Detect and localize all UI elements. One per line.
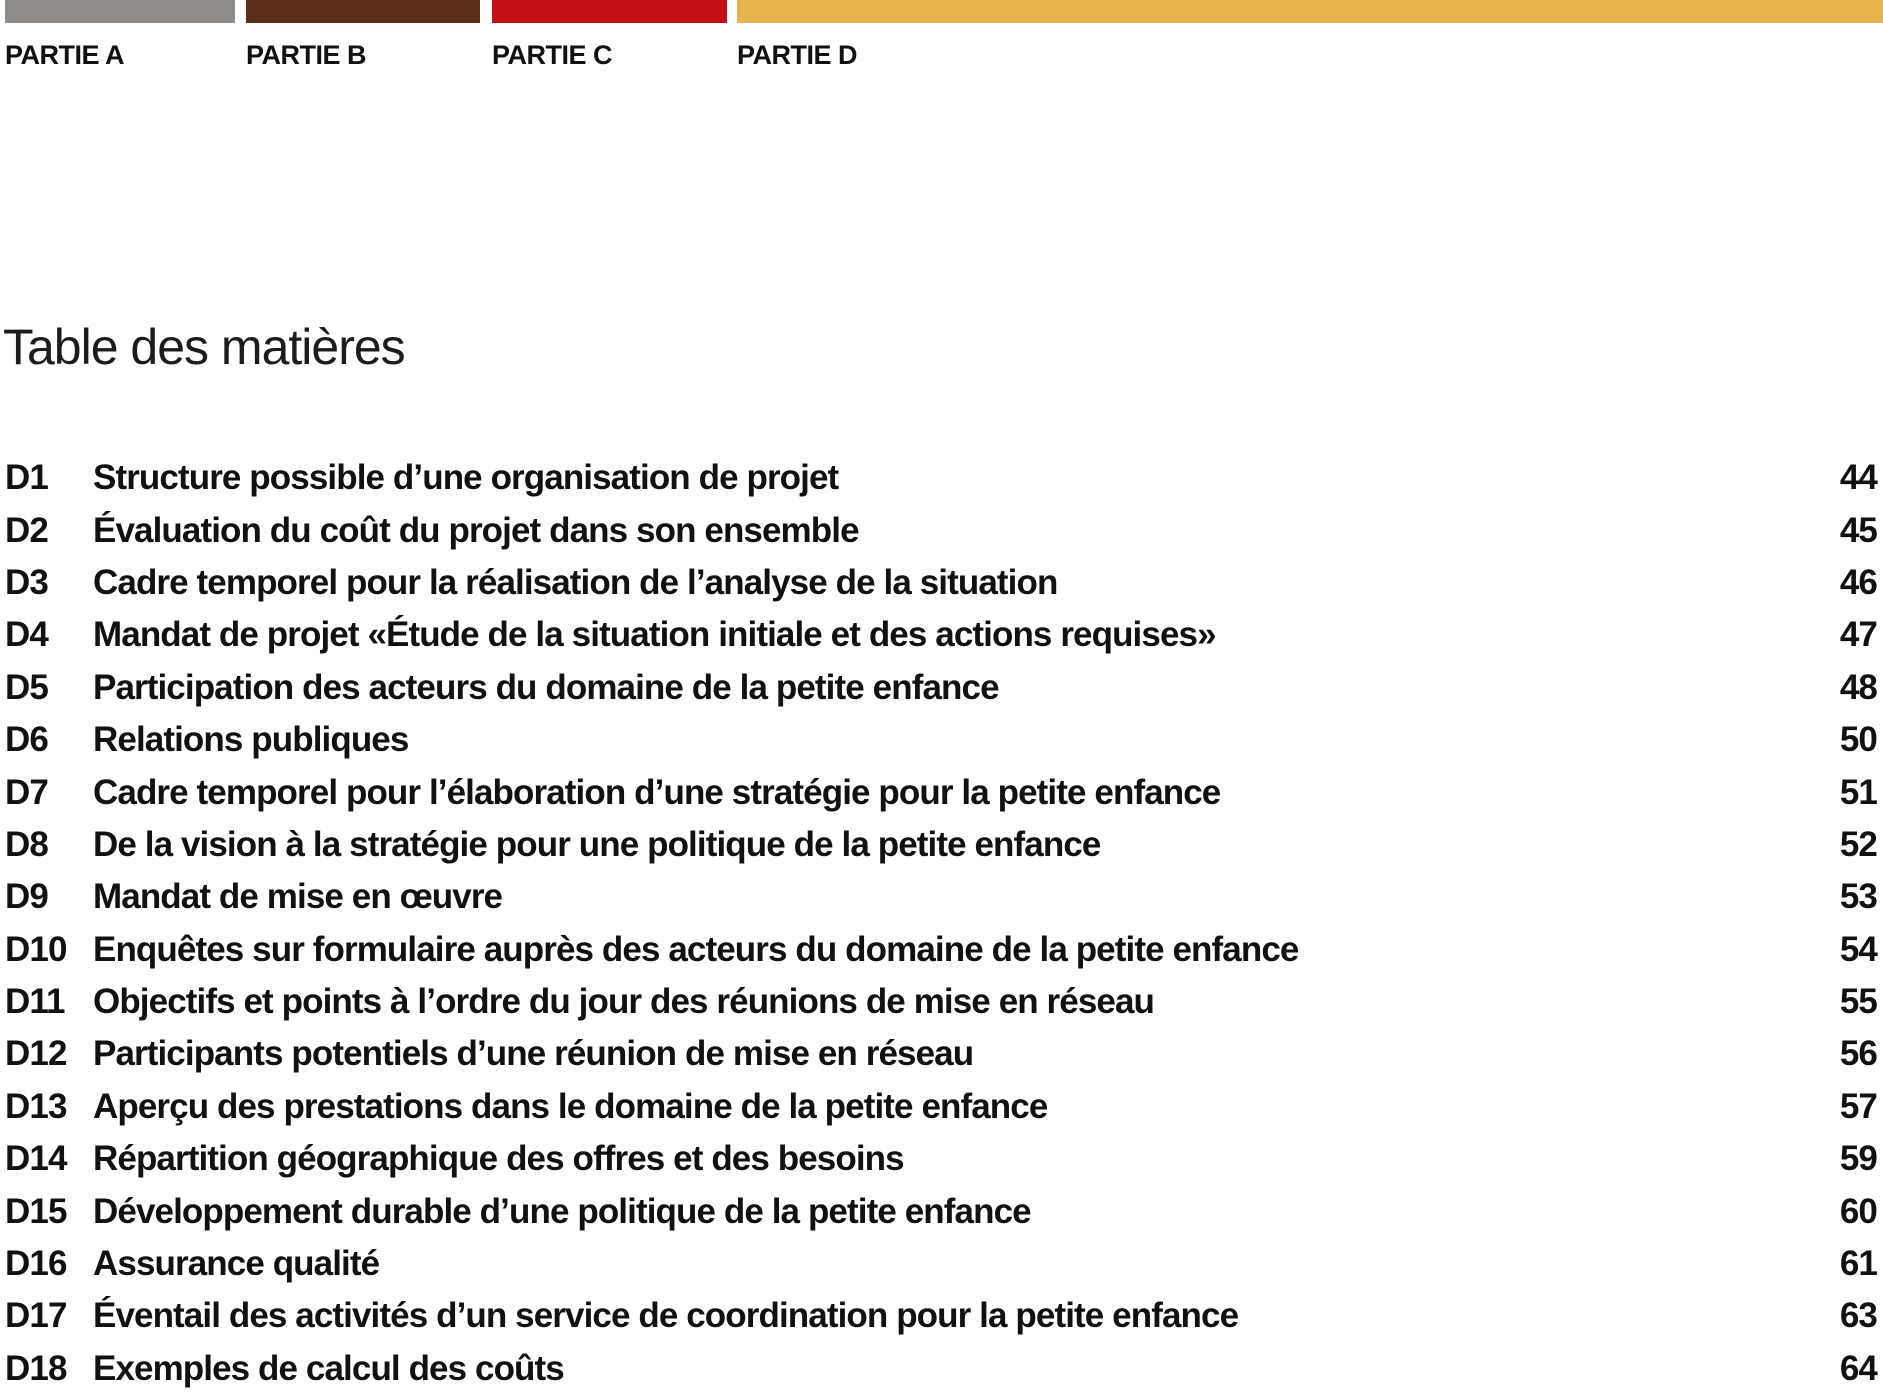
part-label: PARTIE C — [492, 40, 613, 70]
toc-entry-number: D6 — [5, 720, 48, 760]
part-label: PARTIE D — [737, 40, 858, 70]
toc-entry-number: D8 — [5, 824, 48, 864]
part-section — [5, 0, 235, 71]
toc-entry-number: D12 — [5, 1034, 67, 1074]
toc-entry[interactable] — [5, 819, 1877, 871]
toc-entry-page: 52 — [1839, 824, 1877, 864]
toc-entry-title: Répartition géographique des offres et des besoins — [93, 1139, 904, 1179]
toc-entry-number: D7 — [5, 772, 48, 812]
toc-entry[interactable] — [5, 1028, 1877, 1080]
toc-entry-page: 54 — [1839, 929, 1877, 969]
toc-entry-page: 44 — [1839, 458, 1877, 498]
part-section — [492, 0, 727, 71]
toc-entry[interactable] — [5, 504, 1877, 556]
toc-entry-title: Participants potentiels d’une réunion de mise en réseau — [93, 1034, 974, 1074]
toc-entry-page: 61 — [1839, 1244, 1877, 1284]
table-of-contents — [5, 452, 1877, 1395]
toc-entry-title: Exemples de calcul des coûts — [93, 1348, 564, 1388]
toc-entry[interactable] — [5, 662, 1877, 714]
part-label: PARTIE B — [246, 40, 367, 70]
toc-entry-number: D18 — [5, 1348, 67, 1388]
toc-entry-page: 51 — [1839, 772, 1877, 812]
toc-entry-title: Évaluation du coût du projet dans son ensemble — [93, 510, 859, 550]
toc-entry-page: 46 — [1839, 562, 1877, 602]
toc-entry-number: D10 — [5, 929, 67, 969]
toc-entry-number: D15 — [5, 1191, 67, 1231]
part-color-bar — [246, 0, 480, 23]
part-color-bar — [492, 0, 727, 23]
toc-entry-page: 63 — [1839, 1296, 1877, 1336]
page-title: Table des matières — [3, 319, 405, 375]
part-color-bar — [737, 0, 1883, 23]
toc-entry-number: D17 — [5, 1296, 67, 1336]
toc-entry-title: Mandat de projet «Étude de la situation initiale et des actions requises» — [93, 615, 1216, 655]
toc-entry-page: 57 — [1839, 1086, 1877, 1126]
toc-entry[interactable] — [5, 1185, 1877, 1237]
toc-entry[interactable] — [5, 452, 1877, 504]
toc-entry-number: D11 — [5, 982, 65, 1022]
toc-entry-title: Cadre temporel pour la réalisation de l’analyse de la situation — [93, 562, 1058, 602]
part-section — [737, 0, 1883, 71]
toc-entry[interactable] — [5, 714, 1877, 766]
toc-entry[interactable] — [5, 766, 1877, 818]
toc-entry-page: 47 — [1839, 615, 1877, 655]
toc-entry-number: D4 — [5, 615, 48, 655]
part-tabs-header — [0, 0, 1883, 80]
toc-entry-title: Aperçu des prestations dans le domaine de la petite enfance — [93, 1086, 1048, 1126]
toc-entry[interactable] — [5, 1081, 1877, 1133]
part-label: PARTIE A — [5, 40, 125, 70]
part-color-bar — [5, 0, 235, 23]
toc-entry-title: Développement durable d’une politique de la petite enfance — [93, 1191, 1031, 1231]
toc-entry-title: Cadre temporel pour l’élaboration d’une stratégie pour la petite enfance — [93, 772, 1221, 812]
toc-entry[interactable] — [5, 1133, 1877, 1185]
toc-entry-number: D2 — [5, 510, 48, 550]
toc-entry-title: De la vision à la stratégie pour une politique de la petite enfance — [93, 824, 1101, 864]
toc-entry[interactable] — [5, 924, 1877, 976]
toc-entry-number: D13 — [5, 1086, 67, 1126]
toc-entry-number: D1 — [5, 458, 48, 498]
toc-entry-title: Assurance qualité — [93, 1244, 380, 1284]
toc-entry[interactable] — [5, 557, 1877, 609]
toc-entry-page: 45 — [1839, 510, 1877, 550]
toc-entry-page: 64 — [1839, 1348, 1877, 1388]
part-section — [246, 0, 480, 71]
toc-entry[interactable] — [5, 1343, 1877, 1395]
toc-entry-page: 50 — [1839, 720, 1877, 760]
toc-entry[interactable] — [5, 871, 1877, 923]
toc-entry[interactable] — [5, 1238, 1877, 1290]
toc-entry-number: D5 — [5, 667, 48, 707]
toc-entry-number: D9 — [5, 877, 48, 917]
toc-entry-number: D16 — [5, 1244, 67, 1284]
toc-entry-page: 48 — [1839, 667, 1877, 707]
toc-entry-number: D14 — [5, 1139, 67, 1179]
toc-entry-page: 56 — [1839, 1034, 1877, 1074]
toc-entry[interactable] — [5, 1290, 1877, 1342]
toc-entry-title: Mandat de mise en œuvre — [93, 877, 503, 917]
toc-entry-title: Participation des acteurs du domaine de la petite enfance — [93, 667, 999, 707]
toc-entry-title: Éventail des activités d’un service de coordination pour la petite enfance — [93, 1296, 1239, 1336]
toc-entry-number: D3 — [5, 562, 48, 602]
toc-entry-page: 59 — [1839, 1139, 1877, 1179]
toc-entry-title: Objectifs et points à l’ordre du jour des réunions de mise en réseau — [93, 982, 1155, 1022]
toc-entry[interactable] — [5, 976, 1877, 1028]
toc-entry-title: Relations publiques — [93, 720, 409, 760]
toc-entry-title: Structure possible d’une organisation de projet — [93, 458, 839, 498]
toc-entry-page: 53 — [1839, 877, 1877, 917]
toc-entry-page: 55 — [1839, 982, 1877, 1022]
toc-entry[interactable] — [5, 609, 1877, 661]
toc-entry-title: Enquêtes sur formulaire auprès des acteurs du domaine de la petite enfance — [93, 929, 1299, 969]
toc-entry-page: 60 — [1839, 1191, 1877, 1231]
